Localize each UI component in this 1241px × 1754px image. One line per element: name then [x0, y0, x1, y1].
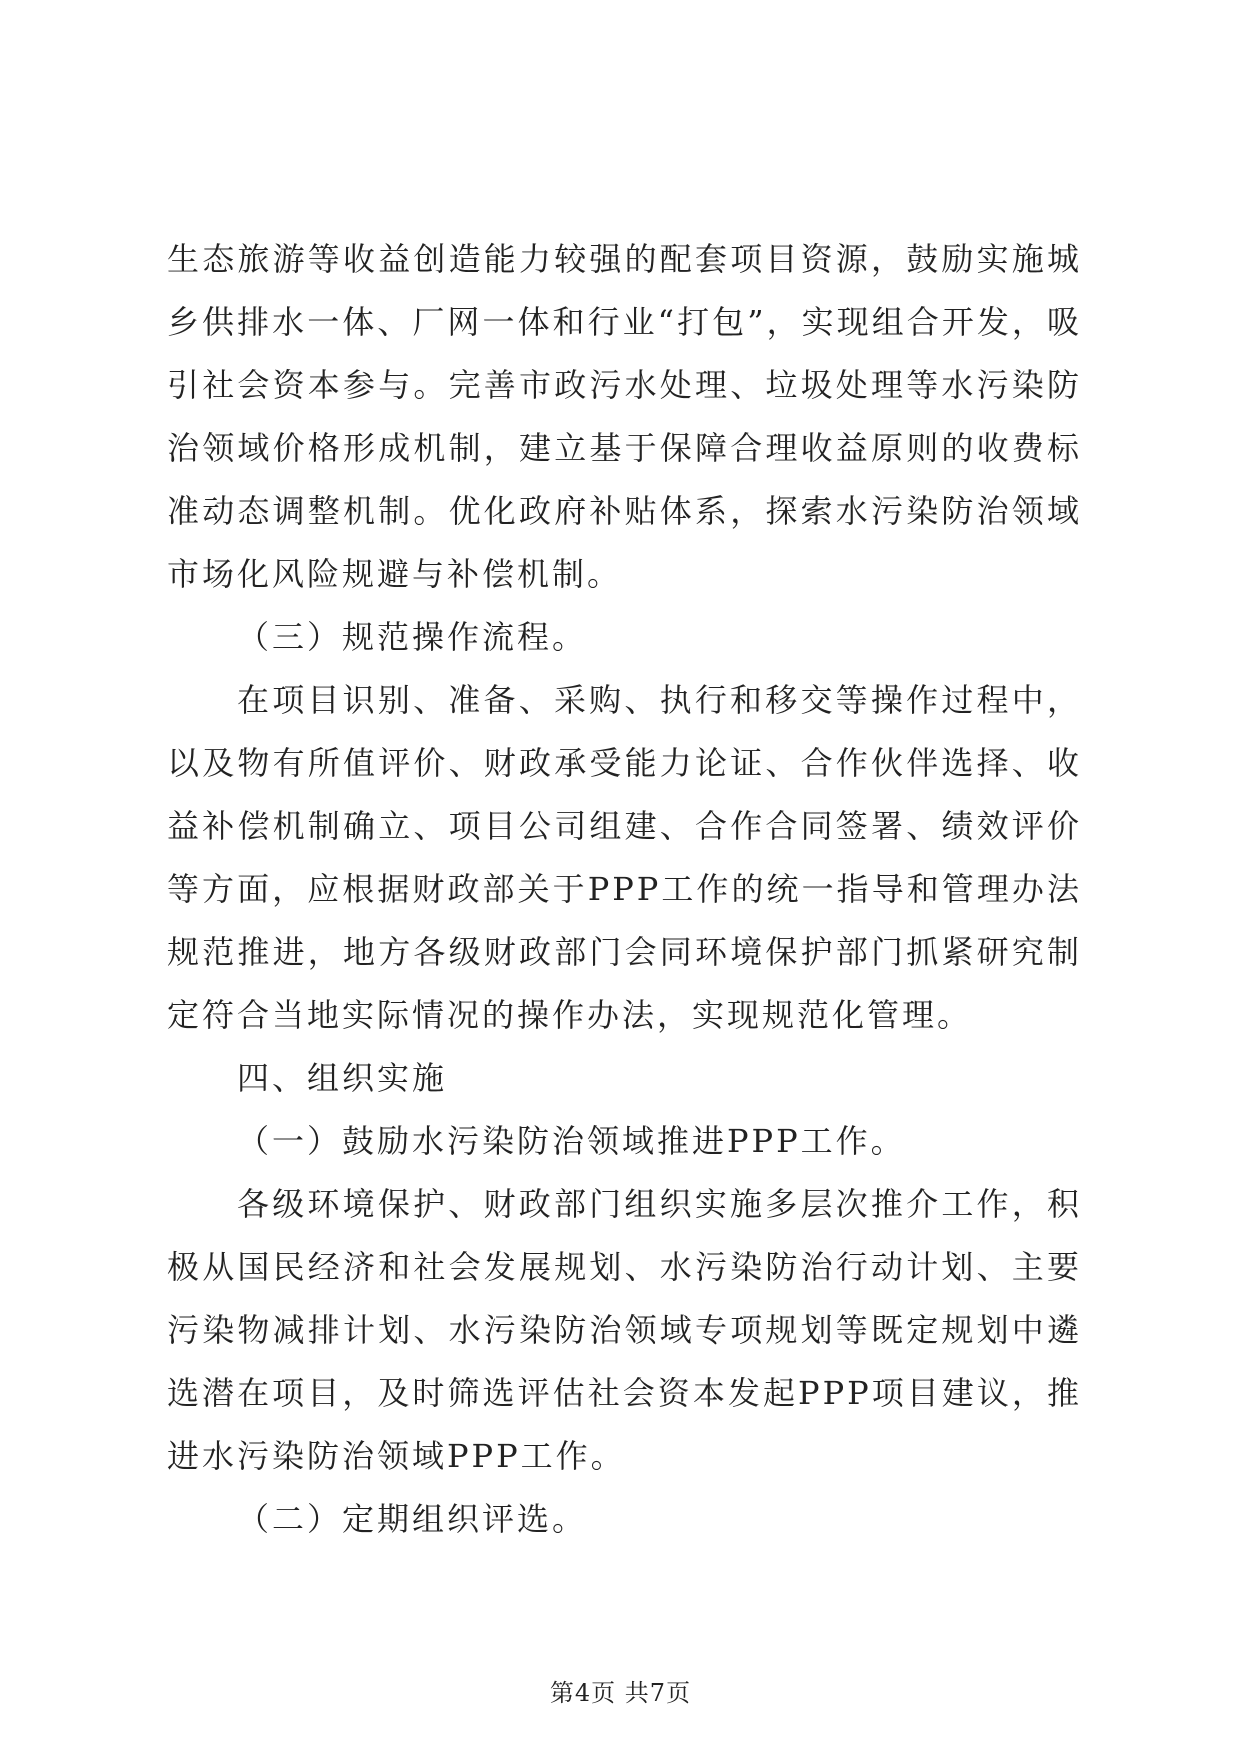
section-heading-periodic-selection: （二）定期组织评选。 [237, 1500, 588, 1538]
section-heading-encourage-ppp: （一）鼓励水污染防治领域推进PPP工作。 [237, 1122, 906, 1160]
document-body [167, 228, 1082, 1551]
section-heading-standardize-process: （三）规范操作流程。 [237, 618, 588, 656]
paragraph-operation-process: 在项目识别、准备、采购、执行和移交等操作过程中，以及物有所值评价、财政承受能力论证、合作伙伴选择、收益补偿机制确立、项目公司组建、合作合同签署、绩效评价等方面，应根据财政部关于PPP工作的统一指导和管理办法规范推进，地方各级财政部门会同环境保护部门抓紧研究制定符合当地实际情况的操作办法，实现规范化管理。 [167, 681, 1082, 1034]
page-number-footer: 第4页 共7页 [549, 1679, 692, 1707]
section-heading-organization: 四、组织实施 [237, 1059, 448, 1097]
paragraph-continuation: 生态旅游等收益创造能力较强的配套项目资源，鼓励实施城乡供排水一体、厂网一体和行业“打包”，实现组合开发，吸引社会资本参与。完善市政污水处理、垃圾处理等水污染防治领域价格形成机制，建立基于保障合理收益原则的收费标准动态调整机制。优化政府补贴体系，探索水污染防治领域市场化风险规避与补偿机制。 [167, 240, 1082, 593]
paragraph-promotion-work: 各级环境保护、财政部门组织实施多层次推介工作，积极从国民经济和社会发展规划、水污染防治行动计划、主要污染物减排计划、水污染防治领域专项规划等既定规划中遴选潜在项目，及时筛选评估社会资本发起PPP项目建议，推进水污染防治领域PPP工作。 [167, 1185, 1082, 1475]
